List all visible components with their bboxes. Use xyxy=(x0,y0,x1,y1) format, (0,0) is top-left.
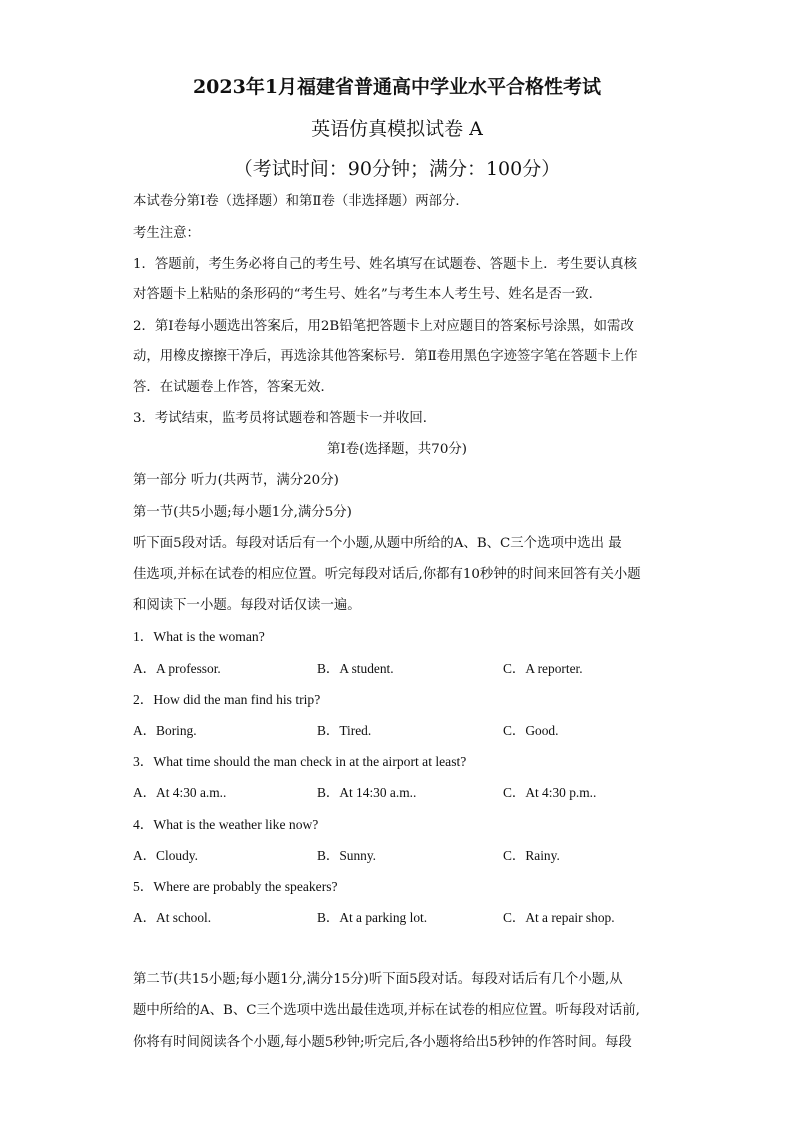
section-2-line-2: 题中所给的A、B、C三个选项中选出最佳选项,并标在试卷的相应位置。听每段对话前, xyxy=(133,1003,640,1018)
question-3-option-a: A．At 4:30 a.m.. xyxy=(133,785,227,800)
notice-2-line-1: 2．第Ⅰ卷每小题选出答案后，用2B铅笔把答题卡上对应题目的答案标号涂黑，如需改 xyxy=(133,319,634,334)
question-5-option-a: A．At school. xyxy=(133,910,212,925)
exam-title: 2023年1月福建省普通高中学业水平合格性考试 xyxy=(192,76,602,98)
question-4-option-c: C．Rainy. xyxy=(503,848,560,863)
notice-1-line-2: 对答题卡上粘贴的条形码的“考生号、姓名”与考生本人考生号、姓名是否一致． xyxy=(133,287,602,302)
question-1-option-c: C．A reporter. xyxy=(503,661,583,676)
notice-1-line-1: 1．答题前，考生务必将自己的考生号、姓名填写在试题卷、答题卡上．考生要认真核 xyxy=(133,257,637,272)
question-4-option-a: A．Cloudy. xyxy=(133,848,198,863)
notice-heading: 考生注意： xyxy=(133,226,200,241)
exam-subtitle: 英语仿真模拟试卷 A xyxy=(311,118,483,140)
question-1-option-a: A．A professor. xyxy=(133,661,221,676)
question-4-option-b: B．Sunny. xyxy=(317,848,377,863)
section-2-line-3: 你将有时间阅读各个小题,每小题5秒钟;听完后,各小题将给出5秒钟的作答时间。每段 xyxy=(133,1035,632,1050)
question-4: 4．What is the weather like now? xyxy=(133,817,319,832)
section-1-instructions-line-2: 佳选项,并标在试卷的相应位置。听完每段对话后,你都有10秒钟的时间来回答有关小题 xyxy=(133,567,641,582)
volume-1-heading: 第Ⅰ卷(选择题，共70分) xyxy=(327,442,467,457)
question-2-option-a: A．Boring. xyxy=(133,723,197,738)
part-1-heading: 第一部分 听力(共两节，满分20分) xyxy=(133,473,339,488)
question-3: 3．What time should the man check in at the airport at least? xyxy=(133,754,467,769)
structure-note: 本试卷分第Ⅰ卷（选择题）和第Ⅱ卷（非选择题）两部分． xyxy=(133,194,469,209)
section-1-instructions-line-3: 和阅读下一小题。每段对话仅读一遍。 xyxy=(133,598,361,613)
section-1-instructions-line-1: 听下面5段对话。每段对话后有一个小题,从题中所给的A、B、C三个选项中选出 最 xyxy=(133,536,622,551)
question-1: 1．What is the woman? xyxy=(133,629,265,644)
question-2-option-c: C．Good. xyxy=(503,723,559,738)
question-3-option-b: B．At 14:30 a.m.. xyxy=(317,785,417,800)
section-2-line-1: 第二节(共15小题;每小题1分,满分15分)听下面5段对话。每段对话后有几个小题,从 xyxy=(133,972,623,987)
notice-3: 3．考试结束，监考员将试题卷和答题卡一并收回． xyxy=(133,411,437,426)
question-5-option-c: C．At a repair shop. xyxy=(503,910,615,925)
question-2-option-b: B．Tired. xyxy=(317,723,372,738)
notice-2-line-2: 动，用橡皮擦擦干净后，再选涂其他答案标号．第Ⅱ卷用黑色字迹签字笔在答题卡上作 xyxy=(133,349,638,364)
question-3-option-c: C．At 4:30 p.m.. xyxy=(503,785,597,800)
question-5-option-b: B．At a parking lot. xyxy=(317,910,428,925)
question-2: 2．How did the man find his trip? xyxy=(133,692,321,707)
notice-2-line-3: 答．在试题卷上作答，答案无效． xyxy=(133,380,334,395)
exam-time-score: （考试时间：90分钟；满分：100分） xyxy=(233,158,561,180)
question-1-option-b: B．A student. xyxy=(317,661,394,676)
section-1-heading: 第一节(共5小题;每小题1分,满分5分) xyxy=(133,505,352,520)
question-5: 5．Where are probably the speakers? xyxy=(133,879,338,894)
